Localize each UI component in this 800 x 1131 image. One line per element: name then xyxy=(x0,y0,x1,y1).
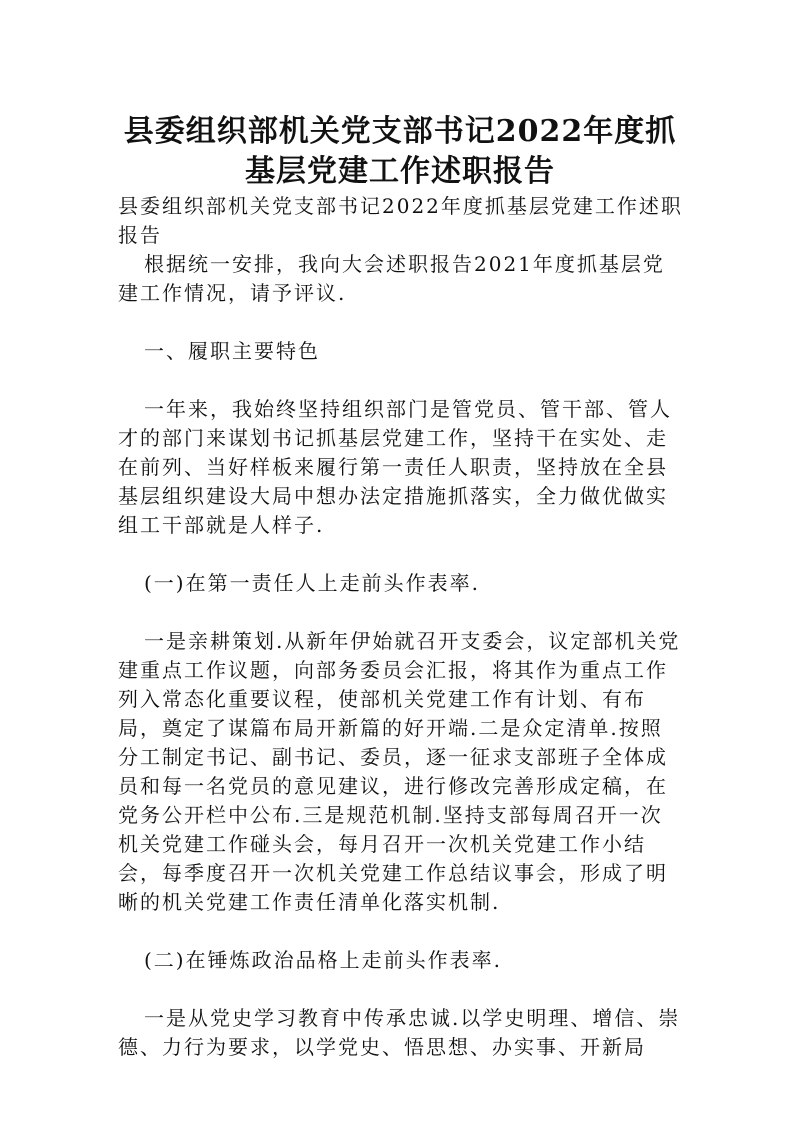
section-heading-1: 一、履职主要特色 xyxy=(144,339,320,363)
document-body xyxy=(118,192,684,1062)
section-paragraph-1: 一年来，我始终坚持组织部门是管党员、管干部、管人才的部门来谋划书记抓基层党建工作，坚持干在实处、走在前列、当好样板来履行第一责任人职责，坚持放在全县基层组织建设大局中想办法定措施抓落实，全力做优做实组工干部就是人样子. xyxy=(118,397,672,537)
subsection-paragraph-2: 一是从党史学习教育中传承忠诚.以学史明理、增信、崇德、力行为要求，以学党史、悟思想、办实事、开新局 xyxy=(118,1006,681,1059)
subsection-heading-1: (一)在第一责任人上走前头作表率. xyxy=(144,571,480,595)
intro-paragraph: 根据统一安排，我向大会述职报告2021年度抓基层党建工作情况，请予评议. xyxy=(118,252,665,305)
subsection-heading-2: (二)在锤炼政治品格上走前头作表率. xyxy=(144,948,502,972)
document-title: 县委组织部机关党支部书记2022年度抓基层党建工作述职报告 xyxy=(123,114,677,189)
subsection-paragraph-1: 一是亲耕策划.从新年伊始就召开支委会，议定部机关党建重点工作议题，向部务委员会汇报，将其作为重点工作列入常态化重要议程，使部机关党建工作有计划、有布局，奠定了谋篇布局开新篇的好开端.二是众定清单.按照分工制定书记、副书记、委员，逐一征求支部班子全体成员和每一名党员的意见建议，进行修改完善形成定稿，在党务公开栏中公布.三是规范机制.坚持支部每周召开一次机关党建工作碰头会，每月召开一次机关党建工作小结会，每季度召开一次机关党建工作总结议事会，形成了明晰的机关党建工作责任清单化落实机制. xyxy=(118,629,681,914)
document-subtitle: 县委组织部机关党支部书记2022年度抓基层党建工作述职报告 xyxy=(118,194,683,247)
